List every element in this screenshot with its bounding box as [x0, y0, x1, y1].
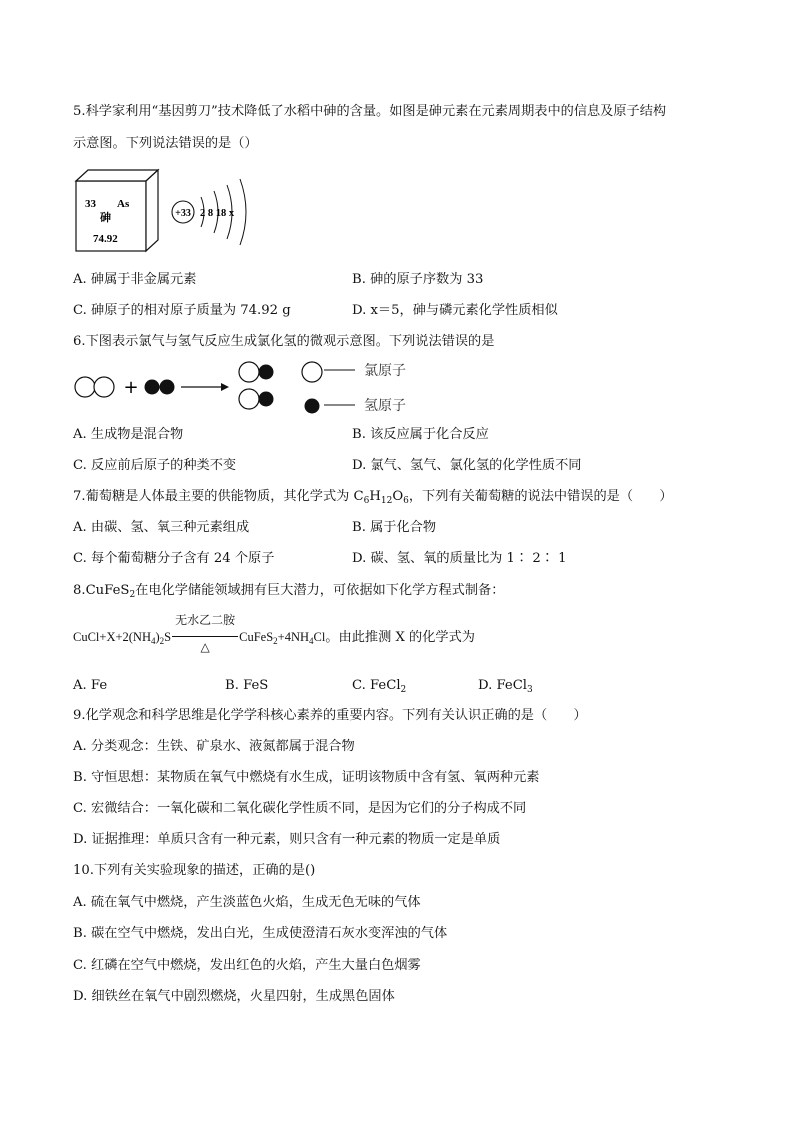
- q7-option-d: D. 碳、氢、氧的质量比为 1∶ 2∶ 1: [352, 551, 567, 566]
- q5-option-a: A. 砷属于非金属元素: [73, 272, 197, 287]
- q8-stem-post: 在电化学储能领域拥有巨大潜力，可依据如下化学方程式制备：: [135, 583, 505, 598]
- eq-condition-line: [172, 636, 238, 637]
- eq-left: CuCl+X+2(NH: [73, 630, 151, 644]
- element-mass: 74.92: [93, 233, 118, 245]
- element-cube-top: [76, 170, 158, 181]
- q8-option-d: D. FeCl$_3$: [478, 678, 533, 695]
- q7-option-c: C. 每个葡萄糖分子含有 24 个原子: [73, 551, 275, 566]
- element-name: 砷: [100, 211, 111, 224]
- q8-option-d-text: D. FeCl: [478, 678, 528, 693]
- q8-option-b: B. FeS: [225, 678, 269, 693]
- hcl-cl-atom: [239, 389, 259, 409]
- element-symbol: As: [117, 198, 130, 210]
- q5-stem-line1: 5.科学家利用“基因剪刀”技术降低了水稻中砷的含量。如图是砷元素在元素周期表中的信息及原子结构: [73, 104, 667, 119]
- q8-equation: $CuCl+X+2(NH_4)_2S$ 无水乙二胺 △ $CuFeS_2+4NH_4Cl$。由此推测 X 的化学式为: [73, 613, 475, 654]
- q9-option-d: D. 证据推理：单质只含有一种元素，则只含有一种元素的物质一定是单质: [73, 832, 501, 847]
- cl-atom: [75, 377, 95, 397]
- h-atom: [145, 380, 160, 395]
- q7-option-a: A. 由碳、氢、氧三种元素组成: [73, 520, 250, 535]
- q9-option-a: A. 分类观念：生铁、矿泉水、液氮都属于混合物: [73, 739, 355, 754]
- q8-option-c: C. FeCl$_2$: [352, 678, 407, 695]
- reaction-diagram: [73, 356, 433, 418]
- cl-atom: [94, 377, 114, 397]
- eq-condition-bottom: △: [200, 640, 210, 654]
- eq-right-pre: CuFeS: [239, 630, 274, 644]
- q10-option-b: B. 碳在空气中燃烧，发出白光，生成使澄清石灰水变浑浊的气体: [73, 926, 448, 941]
- shell-electrons: 2 8 18 x: [200, 208, 235, 219]
- reaction-arrow-head: [221, 383, 229, 391]
- q5-option-c: C. 砷原子的相对原子质量为 74.92 g: [73, 303, 291, 318]
- q8-option-c-text: C. FeCl: [352, 678, 401, 693]
- h-atom: [160, 380, 175, 395]
- q7-stem-post: ，下列有关葡萄糖的说法中错误的是（ ）: [408, 489, 673, 504]
- q7-stem: 7.葡萄糖是人体最主要的供能物质，其化学式为 $C_6H_{12}O_6$，下列有关葡萄糖的说法中错误的是（ ）: [73, 489, 673, 506]
- arsenic-figure: [73, 167, 263, 257]
- eq-tail: 。由此推测 X 的化学式为: [325, 630, 475, 645]
- legend-cl-label: 氯原子: [364, 363, 406, 379]
- eq-right-post: +4NH: [277, 630, 310, 644]
- q8-option-a: A. Fe: [73, 678, 108, 693]
- q6-option-c: C. 反应前后原子的种类不变: [73, 458, 237, 473]
- q6-option-a: A. 生成物是混合物: [73, 427, 184, 442]
- shell-arc-4: [240, 179, 246, 245]
- q7-stem-pre: 7.葡萄糖是人体最主要的供能物质，其化学式为 C: [73, 489, 364, 504]
- eq-condition: [171, 613, 239, 654]
- q9-option-c: C. 宏微结合：一氧化碳和二氧化碳化学性质不同，是因为它们的分子构成不同: [73, 801, 527, 816]
- q8-stem: 8.CuFeS$_2$在电化学储能领域拥有巨大潜力，可依据如下化学方程式制备：: [73, 583, 505, 600]
- q9-stem: 9.化学观念和科学思维是化学学科核心素养的重要内容。下列有关认识正确的是（ ）: [73, 708, 587, 723]
- hcl-h-atom: [259, 392, 274, 407]
- element-cube-side: [146, 170, 158, 251]
- q5-option-b: B. 砷的原子序数为 33: [352, 272, 484, 287]
- q10-option-c: C. 红磷在空气中燃烧，发出红色的火焰，产生大量白色烟雾: [73, 958, 421, 973]
- q7-option-b: B. 属于化合物: [352, 520, 437, 535]
- plus-sign: +: [123, 377, 139, 398]
- eq-condition-top: 无水乙二胺: [175, 613, 236, 627]
- q6-option-b: B. 该反应属于化合反应: [352, 427, 489, 442]
- q8-stem-pre: 8.CuFeS: [73, 583, 130, 598]
- q10-option-d: D. 细铁丝在氧气中剧烈燃烧，火星四射，生成黑色固体: [73, 989, 395, 1004]
- q5-option-d: D. x＝5，砷与磷元素化学性质相似: [352, 303, 558, 318]
- hcl-h-atom: [259, 365, 274, 380]
- q9-option-b: B. 守恒思想：某物质在氧气中燃烧有水生成，证明该物质中含有氢、氧两种元素: [73, 770, 540, 785]
- q6-stem: 6.下图表示氯气与氢气反应生成氯化氢的微观示意图。下列说法错误的是: [73, 334, 495, 349]
- legend-h-symbol: [305, 399, 320, 414]
- q6-option-d: D. 氯气、氢气、氯化氢的化学性质不同: [352, 458, 582, 473]
- element-number: 33: [85, 198, 96, 210]
- hcl-cl-atom: [239, 362, 259, 382]
- q10-stem: 10.下列有关实验现象的描述，正确的是(): [73, 863, 316, 878]
- legend-h-label: 氢原子: [364, 398, 406, 414]
- q10-option-a: A. 硫在氧气中燃烧，产生淡蓝色火焰，生成无色无味的气体: [73, 895, 421, 910]
- atom-nucleus-charge: +33: [175, 208, 191, 219]
- q5-stem-line2: 示意图。下列说法错误的是（）: [73, 136, 258, 151]
- legend-cl-symbol: [302, 362, 322, 382]
